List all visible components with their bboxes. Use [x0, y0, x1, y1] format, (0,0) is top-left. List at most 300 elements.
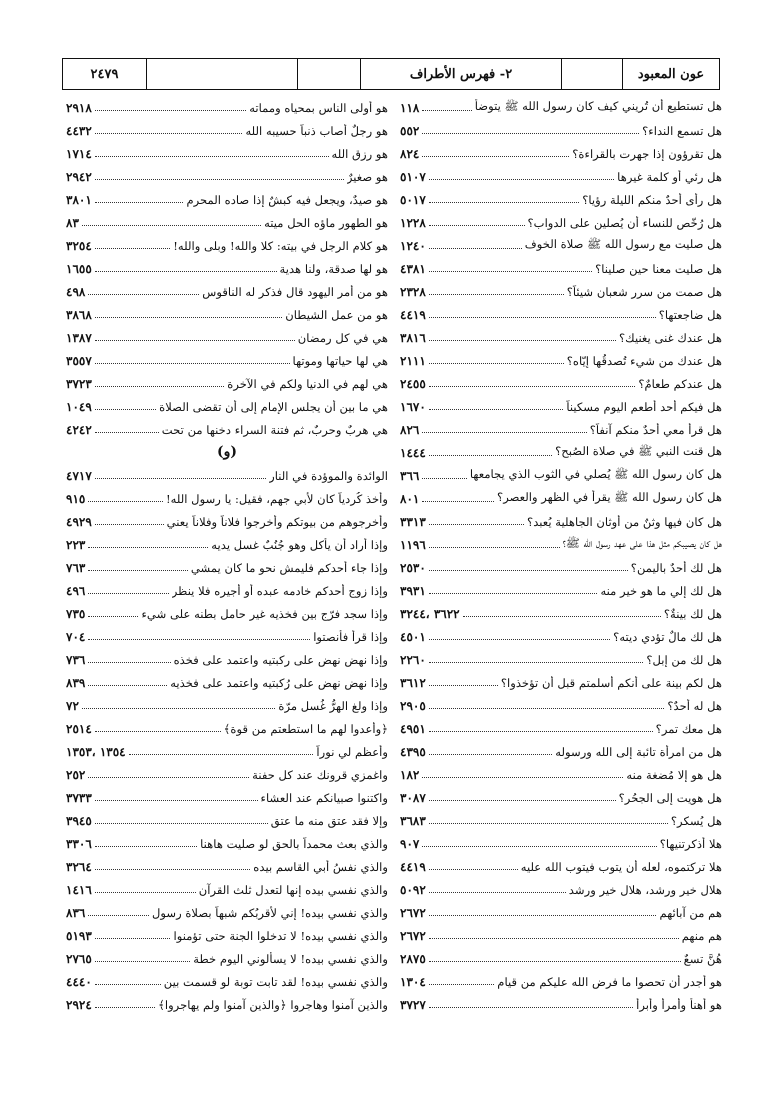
hadith-number: ١٠٤٩ — [66, 399, 92, 414]
hadith-number: ١١٩٦ — [400, 537, 426, 552]
index-entry — [66, 556, 388, 579]
entry-text: وإذا أراد أن يأكل وهو جُنُبٌ غسل يديه — [211, 537, 388, 552]
dot-leader — [429, 938, 679, 939]
hadith-number: ٨٢٦ — [400, 422, 420, 437]
dot-leader — [429, 317, 656, 318]
dot-leader — [88, 570, 187, 571]
index-entry — [400, 418, 722, 441]
entry-text: هل عندكم طعامٌ؟ — [638, 376, 722, 391]
hadith-number: ٨٠١ — [400, 491, 420, 506]
index-entry — [66, 533, 388, 556]
dot-leader — [95, 133, 243, 134]
hadith-number: ٣٧٢٧ — [400, 997, 426, 1012]
hadith-number: ٥١٩٣ — [66, 928, 92, 943]
index-entry — [400, 878, 722, 901]
entry-text: هل قرأ معي أحدٌ منكم آنفاً؟ — [589, 422, 722, 437]
hadith-number: ٤٤٤٠ — [66, 974, 92, 989]
dot-leader — [88, 915, 149, 916]
dot-leader — [95, 317, 282, 318]
dot-leader — [88, 685, 167, 686]
book-title: عون المعبود — [622, 59, 719, 89]
index-entry — [400, 280, 722, 303]
hadith-number: ٧٠٤ — [66, 629, 86, 644]
index-entry — [66, 993, 388, 1016]
index-entry — [400, 579, 722, 602]
index-entry — [400, 717, 722, 740]
dot-leader — [463, 616, 661, 617]
index-title: ٢- فهرس الأطراف — [360, 59, 561, 89]
entry-text: واكتنوا صبيانكم عند العشاء — [260, 790, 388, 805]
index-entry — [400, 993, 722, 1016]
dot-leader — [422, 478, 467, 479]
hadith-number: ٢٢٦٠ — [400, 652, 426, 667]
dot-leader — [95, 846, 197, 847]
index-entry — [66, 763, 388, 786]
entry-text: هو من عمل الشيطان — [285, 307, 388, 322]
entry-text: هل فيكم أحد أطعم اليوم مسكيناً — [566, 399, 722, 414]
entry-text: الوائدة والموؤدة في النار — [269, 468, 388, 483]
entry-text: هو أولى الناس بمحياه ومماته — [249, 100, 388, 115]
hadith-number: ٣٦١٢ — [400, 675, 426, 690]
hadith-number: ٨٣ — [66, 215, 79, 230]
dot-leader — [95, 984, 161, 985]
dot-leader — [82, 708, 276, 709]
entry-text: هل تسمع النداء؟ — [642, 123, 722, 138]
index-entry — [66, 487, 388, 510]
entry-text: هي لها حياتها وموتها — [292, 353, 388, 368]
hadith-number: ٥٠٩٢ — [400, 882, 426, 897]
entry-text: هل كان فيها وثنٌ من أوثان الجاهلية يُعبد؟ — [527, 514, 722, 529]
index-entry — [66, 211, 388, 234]
entry-text: هو أجدر أن تحصوا ما فرض الله عليكم من قيام — [497, 974, 722, 989]
dot-leader — [429, 754, 552, 755]
dot-leader — [429, 984, 494, 985]
entry-text: هل من امرأة تائبة إلى الله ورسوله — [555, 744, 722, 759]
index-entry — [400, 809, 722, 832]
hadith-number: ٥٥٢ — [400, 123, 420, 138]
dot-leader — [429, 340, 616, 341]
index-entry — [400, 694, 722, 717]
entry-text: والذي نفسي بيده! لا يسألوني اليوم خطة — [193, 951, 388, 966]
index-entry — [400, 326, 722, 349]
index-entry — [400, 786, 722, 809]
index-entry — [66, 740, 388, 763]
dot-leader — [88, 593, 168, 594]
entry-text: هو صيدٌ، ويجعل فيه كبشٌ إذا صاده المحرم — [186, 192, 388, 207]
hadith-number: ٣٦٢٢ ،٣٢٤٤ — [400, 606, 460, 621]
hadith-number: ٣٨٦٨ — [66, 307, 92, 322]
dot-leader — [429, 271, 592, 272]
dot-leader — [429, 248, 522, 249]
dot-leader — [429, 639, 610, 640]
hadith-number: ٢٧٦٥ — [66, 951, 92, 966]
dot-leader — [95, 961, 191, 962]
page-number: ٢٤٧٩ — [90, 66, 119, 82]
hadith-number: ٥١٠٧ — [400, 169, 426, 184]
dot-leader — [82, 225, 261, 226]
entry-text: هي هربٌ وحربٌ، ثم فتنة السراء دخنها من تحت — [161, 422, 388, 437]
entry-text: والذي نفسي بيده! إني لأقربُكم شبهاً بصلاة رسول — [151, 905, 388, 920]
dot-leader — [95, 271, 277, 272]
entry-text: وإذا ولغ الهرُّ غُسل مرّة — [278, 698, 388, 713]
entry-text: وأخذ كُردياً كان لأبي جهم، فقيل: يا رسول الله! — [166, 491, 388, 506]
dot-leader — [429, 570, 628, 571]
entry-text: واغمزي قرونك عند كل حفنة — [252, 767, 388, 782]
hadith-number: ٢٦٧٢ — [400, 905, 426, 920]
hadith-number: ٧٦٣ — [66, 560, 86, 575]
entry-text: وإذا جاء أحدكم فليمش نحو ما كان يمشي — [190, 560, 388, 575]
entry-text: والذين آمنوا وهاجروا ﴿والذين آمنوا ولم يهاجروا﴾ — [158, 997, 388, 1012]
hadith-number: ١٦٥٥ — [66, 261, 92, 276]
dot-leader — [429, 915, 657, 916]
dot-leader — [88, 501, 163, 502]
hadith-number: ٩٠٧ — [400, 836, 420, 851]
hadith-number: ٤٣٩٥ — [400, 744, 426, 759]
hadith-number: ٣٧٢٣ — [66, 376, 92, 391]
hadith-number: ٢٤٥٥ — [400, 376, 426, 391]
entry-text: هو رزق الله — [331, 146, 388, 161]
index-entry — [66, 970, 388, 993]
index-entry — [400, 211, 722, 234]
dot-leader — [429, 869, 518, 870]
hadith-number: ٨٢٤ — [400, 146, 420, 161]
hadith-number: ٧٣٦ — [66, 652, 86, 667]
dot-leader — [429, 823, 668, 824]
dot-leader — [429, 179, 614, 180]
hadith-number: ٢٩٤٢ — [66, 169, 92, 184]
hadith-number: ٤٧١٧ — [66, 468, 92, 483]
dot-leader — [429, 455, 552, 456]
hadith-number: ١٧١٤ — [66, 146, 92, 161]
index-entry — [66, 717, 388, 740]
header-blank-cell — [297, 59, 360, 89]
dot-leader — [429, 202, 579, 203]
hadith-number: ٣٣٠٦ — [66, 836, 92, 851]
entry-text: هل كان رسول الله ﷺ يُصلي في الثوب الذي يجامعها — [469, 467, 722, 481]
dot-leader — [95, 823, 268, 824]
index-entry — [400, 556, 722, 579]
index-entry — [66, 579, 388, 602]
dot-leader — [422, 846, 656, 847]
index-entry — [66, 280, 388, 303]
entry-text: وإذا زوج أحدكم خادمه عبده أو أجيره فلا ينظر — [171, 583, 388, 598]
index-entry — [66, 694, 388, 717]
entry-text: هل رئي أو كلمة غيرها — [617, 169, 722, 184]
index-entry — [400, 349, 722, 372]
entry-text: وأعظم لي نوراً — [316, 744, 388, 759]
index-entry — [400, 234, 722, 257]
entry-text: هل صليت معنا حين صلينا؟ — [595, 261, 722, 276]
index-entry — [400, 970, 722, 993]
index-entry — [66, 96, 388, 119]
index-entry — [66, 924, 388, 947]
entry-text: هلا تركتموه، لعله أن يتوب فيتوب الله عليه — [520, 859, 722, 874]
entry-text: هل رُخّص للنساء أن يُصلين على الدواب؟ — [527, 215, 722, 230]
hadith-number: ٩١٥ — [66, 491, 86, 506]
hadith-number: ١٤١٦ — [66, 882, 92, 897]
dot-leader — [95, 386, 225, 387]
hadith-number: ٢٣٢٨ — [400, 284, 426, 299]
entry-text: هل لك مالٌ تؤدي ديته؟ — [613, 629, 722, 644]
index-entry — [66, 809, 388, 832]
dot-leader — [95, 248, 170, 249]
index-entry — [400, 303, 722, 326]
dot-leader — [95, 731, 221, 732]
hadith-number: ٢٦٧٢ — [400, 928, 426, 943]
section-heading: (و) — [216, 444, 237, 460]
entry-text: هو لها صدقة، ولنا هدية — [279, 261, 388, 276]
hadith-number: ١٦٧٠ — [400, 399, 426, 414]
entry-text: هم منهم — [681, 928, 722, 943]
entry-text: هل لك أحدٌ باليمن؟ — [630, 560, 722, 575]
hadith-number: ٢٩٠٥ — [400, 698, 426, 713]
index-column-left — [66, 96, 388, 1016]
entry-text: هو من أمر اليهود قال فذكر له الناقوس — [202, 284, 388, 299]
index-entry — [66, 188, 388, 211]
index-entry — [66, 671, 388, 694]
entry-text: هل له أحدٌ؟ — [667, 698, 722, 713]
dot-leader — [422, 777, 623, 778]
hadith-number: ٣٦٨٣ — [400, 813, 426, 828]
entry-text: هل لك بينةٌ؟ — [663, 606, 722, 621]
hadith-number: ٨٣٩ — [66, 675, 86, 690]
dot-leader — [429, 363, 564, 364]
entry-text: هل عندك غنى يغنيك؟ — [619, 330, 722, 345]
index-entry — [66, 349, 388, 372]
hadith-number: ٤٤١٩ — [400, 307, 426, 322]
hadith-number: ١٢٤٠ — [400, 238, 426, 253]
hadith-number: ٣٨٠١ — [66, 192, 92, 207]
index-entry — [66, 165, 388, 188]
hadith-number: ٨٣٦ — [66, 905, 86, 920]
index-entry — [66, 418, 388, 441]
index-entry — [400, 671, 722, 694]
dot-leader — [429, 386, 636, 387]
hadith-number: ٣٨١٦ — [400, 330, 426, 345]
dot-leader — [95, 179, 344, 180]
dot-leader — [429, 662, 644, 663]
dot-leader — [429, 961, 681, 962]
entry-text: هل تقرؤون إذا جهرت بالقراءة؟ — [572, 146, 722, 161]
hadith-number: ٢١١١ — [400, 353, 426, 368]
hadith-number: ٢٥٢ — [66, 767, 86, 782]
hadith-number: ٧٣٥ — [66, 606, 86, 621]
index-entry — [66, 326, 388, 349]
hadith-number: ٣٠٨٧ — [400, 790, 426, 805]
dot-leader — [95, 938, 171, 939]
hadith-number: ٧٢ — [66, 698, 79, 713]
entry-text: هو صغيرٌ — [346, 169, 388, 184]
entry-text: وإذا سجد فرّج بين فخذيه غير حامل بطنه على شيء — [141, 606, 388, 621]
index-entry — [66, 832, 388, 855]
dot-leader — [129, 754, 314, 755]
entry-text: وإذا قرأ فأنصتوا — [313, 629, 388, 644]
index-entry — [66, 947, 388, 970]
hadith-number: ١٣٨٧ — [66, 330, 92, 345]
hadith-number: ٤٩٦ — [66, 583, 86, 598]
dot-leader — [95, 110, 246, 111]
dot-leader — [422, 432, 586, 433]
dot-leader — [422, 501, 494, 502]
index-entry — [66, 395, 388, 418]
hadith-number: ٣٩٤٥ — [66, 813, 92, 828]
entry-text: هل رأى أحدٌ منكم الليلة رؤيا؟ — [582, 192, 722, 207]
index-entry — [66, 372, 388, 395]
hadith-number: ٢٨٧٥ — [400, 951, 426, 966]
entry-text: هل صليت مع رسول الله ﷺ صلاة الخوف — [524, 237, 722, 251]
index-entry — [400, 96, 722, 119]
dot-leader — [95, 478, 266, 479]
hadith-number: ٤٥٠١ — [400, 629, 426, 644]
index-entry — [400, 119, 722, 142]
index-entry — [400, 142, 722, 165]
entry-text: هو كلام الرجل في بيته: كلا والله! وبلى والله! — [173, 238, 388, 253]
entry-text: هل صمت من سرر شعبان شيئاً؟ — [566, 284, 722, 299]
entry-text: هل لك إلي ما هو خير منه — [600, 583, 722, 598]
hadith-number: ٤٣٨١ — [400, 261, 426, 276]
entry-text: هل عندك من شيء تُصدقُها إيّاه؟ — [566, 353, 722, 368]
dot-leader — [95, 156, 329, 157]
index-entry — [66, 602, 388, 625]
index-entry — [400, 165, 722, 188]
index-entry — [66, 257, 388, 280]
entry-text: هل ضاجعتها؟ — [658, 307, 722, 322]
index-entry — [400, 441, 722, 464]
entry-text: هل هويت إلى الجحُر؟ — [618, 790, 722, 805]
dot-leader — [88, 662, 170, 663]
dot-leader — [95, 340, 295, 341]
index-entry — [400, 648, 722, 671]
dot-leader — [429, 800, 616, 801]
page-header — [62, 58, 720, 90]
hadith-number: ١٨٢ — [400, 767, 420, 782]
dot-leader — [88, 616, 138, 617]
entry-text: والذي نفسُ أبي القاسم بيده — [253, 859, 388, 874]
dot-leader — [429, 593, 598, 594]
entry-text: هل لك من إبل؟ — [646, 652, 722, 667]
entry-text: والذي نفسي بيده! لقد تابت توبة لو قسمت بين — [163, 974, 388, 989]
index-entry — [400, 487, 722, 510]
index-entry — [400, 188, 722, 211]
hadith-number: ٣٧٣٣ — [66, 790, 92, 805]
index-entry — [66, 119, 388, 142]
hadith-number: ٤٩٨ — [66, 284, 86, 299]
hadith-number: ٣٥٥٧ — [66, 353, 92, 368]
entry-text: والذي بعث محمداً بالحق لو صليت هاهنا — [200, 836, 388, 851]
dot-leader — [95, 869, 251, 870]
index-entry — [66, 510, 388, 533]
index-entry — [400, 510, 722, 533]
entry-text: هل يُسكر؟ — [670, 813, 722, 828]
index-entry — [66, 855, 388, 878]
index-entry — [66, 464, 388, 487]
index-entry — [400, 395, 722, 418]
entry-text: والذي نفسي بيده إنها لتعدل ثلث القرآن — [198, 882, 388, 897]
entry-text: ﴿وأعدوا لهم ما استطعتم من قوة﴾ — [223, 721, 388, 736]
hadith-number: ١٣٥٤ ،١٣٥٣ — [66, 744, 126, 759]
index-entry — [400, 740, 722, 763]
dot-leader — [429, 409, 564, 410]
index-entry — [400, 832, 722, 855]
header-blank-cell — [146, 59, 297, 89]
index-entry — [400, 855, 722, 878]
entry-text: هل لكم بينة على أنكم أسلمتم قبل أن تؤخذوا؟ — [500, 675, 722, 690]
entry-text: هل هو إلا مُضغة منه — [626, 767, 722, 782]
index-entry — [400, 901, 722, 924]
dot-leader — [95, 409, 156, 410]
entry-text: هل كان رسول الله ﷺ يقرأ في الظهر والعصر؟ — [497, 490, 722, 504]
hadith-number: ٤٤١٩ — [400, 859, 426, 874]
entry-text: هل قنت النبي ﷺ في صلاة الصُبح؟ — [555, 444, 722, 458]
entry-text: هو الطهور ماؤه الحل ميته — [264, 215, 388, 230]
dot-leader — [88, 777, 249, 778]
dot-leader — [88, 294, 199, 295]
index-entry — [66, 648, 388, 671]
index-entry — [66, 142, 388, 165]
entry-text: وأخرجوهم من بيوتكم وأخرجوا فلاناً وفلاناً يعني — [166, 514, 388, 529]
entry-text: هُنَّ تسعٌ — [683, 951, 722, 966]
hadith-number: ٣٢٥٤ — [66, 238, 92, 253]
hadith-number: ٣٩٣١ — [400, 583, 426, 598]
dot-leader — [429, 547, 560, 548]
hadith-number: ٣٣١٣ — [400, 514, 426, 529]
index-entry — [400, 763, 722, 786]
entry-text: هي لهم في الدنيا ولكم في الآخرة — [227, 376, 388, 391]
hadith-number: ١٤٤٤ — [400, 445, 426, 460]
dot-leader — [422, 110, 471, 111]
entry-text: وإلا فقد عتق منه ما عتق — [270, 813, 388, 828]
hadith-number: ٤٩٢٩ — [66, 514, 92, 529]
index-entry — [400, 464, 722, 487]
dot-leader — [429, 294, 564, 295]
dot-leader — [88, 639, 310, 640]
index-entry — [66, 878, 388, 901]
dot-leader — [95, 202, 184, 203]
entry-text: هل كان يصيبكم مثل هذا على عهد رسول الله ﷺ؟ — [562, 536, 722, 550]
dot-leader — [95, 800, 258, 801]
entry-text: هو أهنأ وأمرأ وأبرأ — [636, 997, 722, 1012]
dot-leader — [95, 1007, 155, 1008]
dot-leader — [429, 1007, 633, 1008]
dot-leader — [429, 225, 525, 226]
index-column-right — [400, 96, 722, 1016]
index-entry — [66, 901, 388, 924]
hadith-number: ٣٦٦ — [400, 468, 420, 483]
hadith-number: ١٣٠٤ — [400, 974, 426, 989]
entry-text: هي ما بين أن يجلس الإمام إلى أن تقضى الصلاة — [159, 399, 388, 414]
index-entry — [400, 625, 722, 648]
dot-leader — [95, 892, 196, 893]
hadith-number: ٥٠١٧ — [400, 192, 426, 207]
index-entry — [400, 372, 722, 395]
index-entry — [400, 947, 722, 970]
index-entry — [400, 924, 722, 947]
entry-text: هل معك تمر؟ — [655, 721, 722, 736]
entry-text: وإذا نهض نهض على ركبتيه واعتمد على فخذه — [173, 652, 388, 667]
dot-leader — [95, 524, 164, 525]
entry-text: هم من آبائهم — [659, 905, 722, 920]
dot-leader — [88, 547, 208, 548]
hadith-number: ١٢٢٨ — [400, 215, 426, 230]
hadith-number: ٢٩٢٤ — [66, 997, 92, 1012]
hadith-number: ٤٤٣٢ — [66, 123, 92, 138]
hadith-number: ٢٢٣ — [66, 537, 86, 552]
index-entry — [400, 602, 722, 625]
hadith-number: ٣٢٦٤ — [66, 859, 92, 874]
dot-leader — [429, 524, 524, 525]
dot-leader — [429, 731, 653, 732]
entry-text: هلال خير ورشد، هلال خير ورشد — [568, 882, 722, 897]
